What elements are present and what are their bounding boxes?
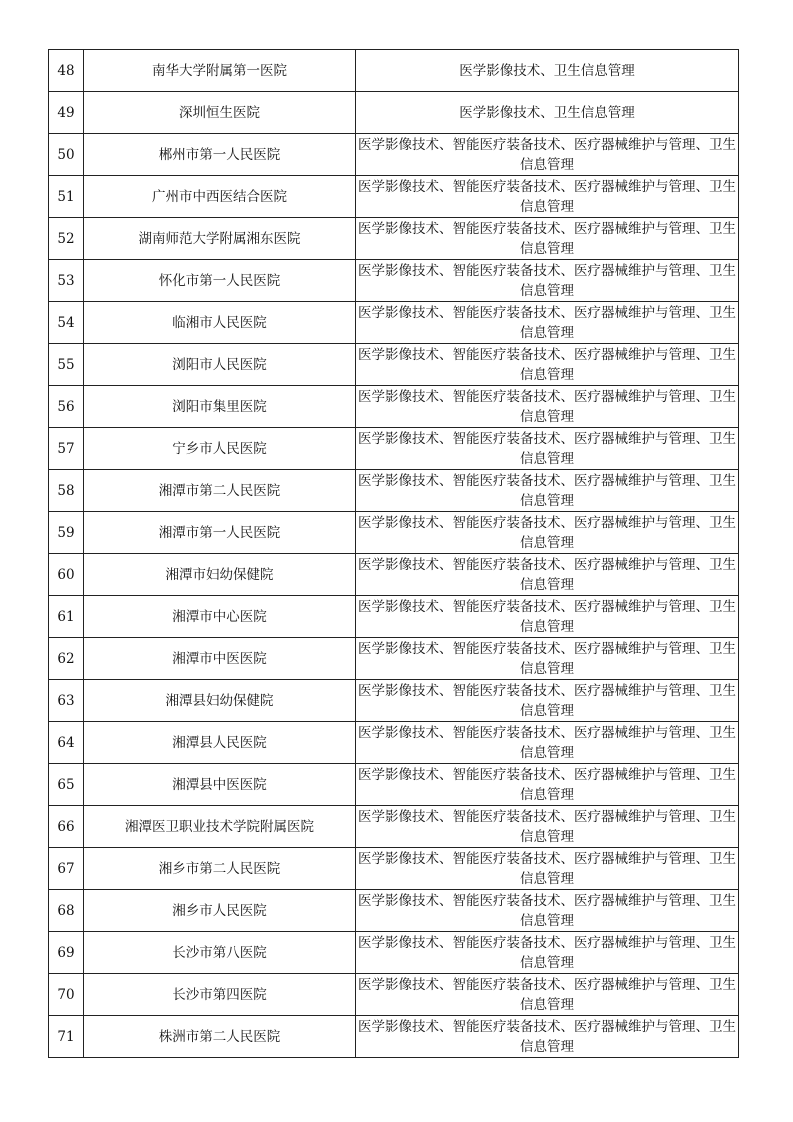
- majors-list: 医学影像技术、智能医疗装备技术、医疗器械维护与管理、卫生信息管理: [356, 806, 739, 848]
- majors-list: 医学影像技术、卫生信息管理: [356, 92, 739, 134]
- row-number: 63: [49, 680, 84, 722]
- row-number: 66: [49, 806, 84, 848]
- table-row: [49, 890, 739, 932]
- hospital-name: 株洲市第二人民医院: [84, 1016, 356, 1058]
- majors-list: 医学影像技术、智能医疗装备技术、医疗器械维护与管理、卫生信息管理: [356, 638, 739, 680]
- row-number: 58: [49, 470, 84, 512]
- majors-list: 医学影像技术、智能医疗装备技术、医疗器械维护与管理、卫生信息管理: [356, 722, 739, 764]
- hospital-name: 广州市中西医结合医院: [84, 176, 356, 218]
- majors-list: 医学影像技术、智能医疗装备技术、医疗器械维护与管理、卫生信息管理: [356, 890, 739, 932]
- table-row: [49, 134, 739, 176]
- table-row: [49, 302, 739, 344]
- table-row: [49, 638, 739, 680]
- table-row: [49, 470, 739, 512]
- majors-list: 医学影像技术、智能医疗装备技术、医疗器械维护与管理、卫生信息管理: [356, 974, 739, 1016]
- table-row: [49, 764, 739, 806]
- hospital-name: 湘乡市第二人民医院: [84, 848, 356, 890]
- majors-list: 医学影像技术、智能医疗装备技术、医疗器械维护与管理、卫生信息管理: [356, 554, 739, 596]
- majors-list: 医学影像技术、智能医疗装备技术、医疗器械维护与管理、卫生信息管理: [356, 932, 739, 974]
- majors-list: 医学影像技术、智能医疗装备技术、医疗器械维护与管理、卫生信息管理: [356, 428, 739, 470]
- majors-list: 医学影像技术、智能医疗装备技术、医疗器械维护与管理、卫生信息管理: [356, 470, 739, 512]
- hospital-name: 湘潭市妇幼保健院: [84, 554, 356, 596]
- row-number: 65: [49, 764, 84, 806]
- hospital-name: 湖南师范大学附属湘东医院: [84, 218, 356, 260]
- hospital-name: 湘潭市中医医院: [84, 638, 356, 680]
- hospital-name: 湘潭医卫职业技术学院附属医院: [84, 806, 356, 848]
- hospital-name: 湘潭市第二人民医院: [84, 470, 356, 512]
- row-number: 48: [49, 50, 84, 92]
- table-row: [49, 806, 739, 848]
- hospital-name: 浏阳市人民医院: [84, 344, 356, 386]
- table-row: [49, 722, 739, 764]
- row-number: 54: [49, 302, 84, 344]
- majors-list: 医学影像技术、智能医疗装备技术、医疗器械维护与管理、卫生信息管理: [356, 176, 739, 218]
- table-row: [49, 218, 739, 260]
- majors-list: 医学影像技术、智能医疗装备技术、医疗器械维护与管理、卫生信息管理: [356, 302, 739, 344]
- hospital-name: 湘潭市第一人民医院: [84, 512, 356, 554]
- table-row: [49, 386, 739, 428]
- hospital-name: 长沙市第八医院: [84, 932, 356, 974]
- hospital-name: 怀化市第一人民医院: [84, 260, 356, 302]
- hospital-name: 南华大学附属第一医院: [84, 50, 356, 92]
- majors-list: 医学影像技术、智能医疗装备技术、医疗器械维护与管理、卫生信息管理: [356, 218, 739, 260]
- row-number: 59: [49, 512, 84, 554]
- majors-list: 医学影像技术、智能医疗装备技术、医疗器械维护与管理、卫生信息管理: [356, 1016, 739, 1058]
- row-number: 71: [49, 1016, 84, 1058]
- table-row: [49, 428, 739, 470]
- majors-list: 医学影像技术、智能医疗装备技术、医疗器械维护与管理、卫生信息管理: [356, 344, 739, 386]
- table-row: [49, 512, 739, 554]
- row-number: 68: [49, 890, 84, 932]
- majors-list: 医学影像技术、智能医疗装备技术、医疗器械维护与管理、卫生信息管理: [356, 134, 739, 176]
- row-number: 55: [49, 344, 84, 386]
- table-row: [49, 848, 739, 890]
- row-number: 67: [49, 848, 84, 890]
- hospital-name: 湘潭市中心医院: [84, 596, 356, 638]
- table-row: [49, 680, 739, 722]
- table-row: [49, 932, 739, 974]
- table-row: [49, 1016, 739, 1058]
- hospital-name: 湘潭县人民医院: [84, 722, 356, 764]
- hospital-name: 宁乡市人民医院: [84, 428, 356, 470]
- hospital-name: 郴州市第一人民医院: [84, 134, 356, 176]
- hospital-name: 湘乡市人民医院: [84, 890, 356, 932]
- row-number: 69: [49, 932, 84, 974]
- majors-list: 医学影像技术、智能医疗装备技术、医疗器械维护与管理、卫生信息管理: [356, 386, 739, 428]
- majors-list: 医学影像技术、智能医疗装备技术、医疗器械维护与管理、卫生信息管理: [356, 512, 739, 554]
- majors-list: 医学影像技术、智能医疗装备技术、医疗器械维护与管理、卫生信息管理: [356, 260, 739, 302]
- majors-list: 医学影像技术、智能医疗装备技术、医疗器械维护与管理、卫生信息管理: [356, 596, 739, 638]
- row-number: 64: [49, 722, 84, 764]
- row-number: 60: [49, 554, 84, 596]
- row-number: 70: [49, 974, 84, 1016]
- hospital-name: 湘潭县中医医院: [84, 764, 356, 806]
- hospital-name: 深圳恒生医院: [84, 92, 356, 134]
- table-row: [49, 92, 739, 134]
- hospital-name: 临湘市人民医院: [84, 302, 356, 344]
- row-number: 49: [49, 92, 84, 134]
- row-number: 62: [49, 638, 84, 680]
- table-row: [49, 344, 739, 386]
- hospital-table: [48, 49, 739, 1058]
- row-number: 53: [49, 260, 84, 302]
- row-number: 52: [49, 218, 84, 260]
- hospital-name: 浏阳市集里医院: [84, 386, 356, 428]
- majors-list: 医学影像技术、智能医疗装备技术、医疗器械维护与管理、卫生信息管理: [356, 848, 739, 890]
- hospital-name: 湘潭县妇幼保健院: [84, 680, 356, 722]
- table-row: [49, 50, 739, 92]
- majors-list: 医学影像技术、智能医疗装备技术、医疗器械维护与管理、卫生信息管理: [356, 764, 739, 806]
- row-number: 51: [49, 176, 84, 218]
- table-row: [49, 596, 739, 638]
- row-number: 56: [49, 386, 84, 428]
- table-row: [49, 176, 739, 218]
- majors-list: 医学影像技术、卫生信息管理: [356, 50, 739, 92]
- table-row: [49, 974, 739, 1016]
- row-number: 61: [49, 596, 84, 638]
- row-number: 57: [49, 428, 84, 470]
- hospital-name: 长沙市第四医院: [84, 974, 356, 1016]
- table-row: [49, 554, 739, 596]
- table-body: [49, 50, 739, 1058]
- table-row: [49, 260, 739, 302]
- majors-list: 医学影像技术、智能医疗装备技术、医疗器械维护与管理、卫生信息管理: [356, 680, 739, 722]
- row-number: 50: [49, 134, 84, 176]
